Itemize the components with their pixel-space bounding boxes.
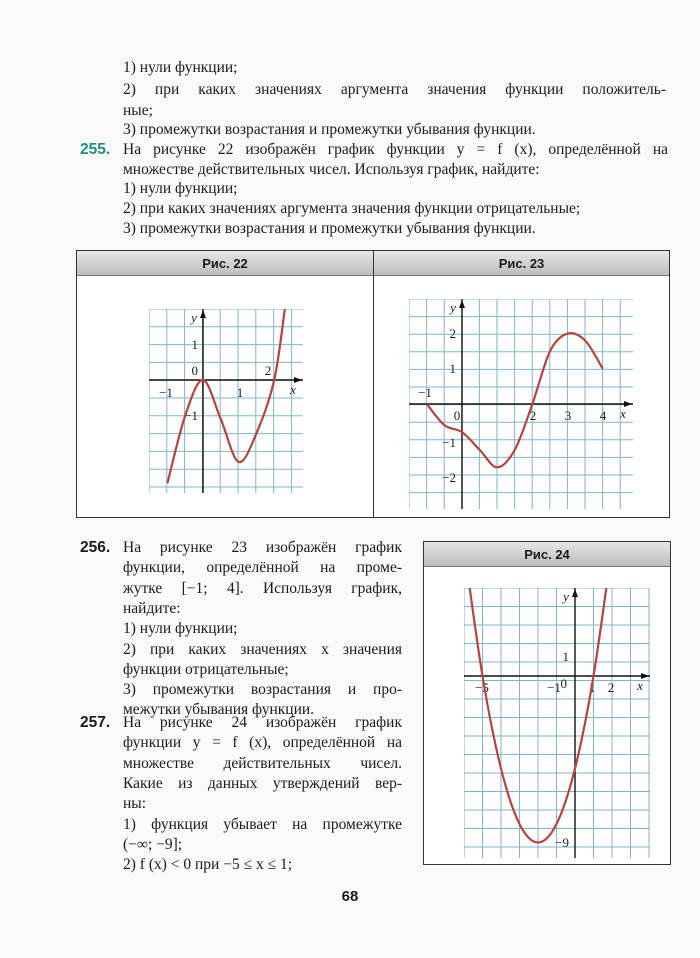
tick-label: −9 [555, 835, 569, 850]
problem-255-number: 255. [80, 141, 111, 158]
problem-256-line: жутке [−1; 4]. Используя график, [123, 579, 402, 597]
x-axis-label: x [290, 382, 296, 397]
problem-256-line: 3) промежутки возрастания и про- [123, 681, 402, 699]
y-axis-label: y [450, 300, 456, 315]
problem-255-item-1: 1) нули функции; [123, 180, 238, 197]
fig24-plot [464, 588, 650, 858]
tick-label: 1 [191, 337, 198, 352]
problem-256-line: функции, определённой на проме- [123, 559, 402, 577]
tick-label: 1 [236, 385, 244, 400]
problem-257-number: 257. [80, 714, 111, 731]
fig22-plot [149, 309, 303, 493]
tick-label: 2 [264, 363, 272, 378]
problem-257-line: Какие из данных утверждений вер- [123, 774, 402, 792]
tick-label: −1 [184, 408, 198, 423]
y-axis-arrow [200, 310, 206, 318]
problem-255-item-2: 2) при каких значениях аргумента значения функции отрицательные; [123, 200, 581, 217]
panel-divider [373, 251, 374, 517]
tick-label: −5 [475, 680, 489, 695]
x-axis-label: x [620, 406, 626, 421]
tick-label: 3 [564, 408, 572, 423]
problem-256-number: 256. [80, 539, 111, 556]
y-axis-label: y [563, 589, 569, 604]
problem-257-line: функции y = f (x), определённой на [123, 734, 402, 752]
tick-label: 2 [449, 326, 456, 341]
prev-list-item-2a: 2) при каких значениях аргумента значения функции положитель- [123, 81, 666, 98]
tick-label: −1 [418, 385, 432, 400]
problem-256-line: 1) нули функции; [123, 620, 238, 638]
tick-label: −2 [442, 470, 456, 485]
prev-list-item-3: 3) промежутки возрастания и промежутки убывания функции. [123, 121, 536, 138]
problem-256-line: найдите: [123, 599, 181, 617]
prev-list-item-2b: ные; [123, 102, 153, 119]
tick-label: −1 [159, 385, 173, 400]
page-number: 68 [341, 888, 359, 905]
fig22-caption: Рис. 22 [77, 251, 373, 276]
tick-label: −1 [442, 435, 456, 450]
problem-256-line: 2) при каких значениях x значения [123, 640, 402, 658]
y-axis-label: y [191, 310, 197, 325]
tick-label: 0 [453, 408, 461, 423]
fig23-caption: Рис. 23 [374, 251, 669, 276]
tick-label: 1 [588, 680, 596, 695]
prev-list-item-1: 1) нули функции; [123, 59, 238, 76]
problem-257-line: ны: [123, 795, 147, 813]
fig24-caption: Рис. 24 [424, 542, 670, 567]
problem-257-line: множестве действительных чисел. [123, 754, 402, 772]
tick-label: −1 [547, 680, 561, 695]
fig23-plot [409, 299, 633, 509]
problem-256-line: межутки убывания функции. [123, 701, 315, 719]
y-axis-arrow [459, 300, 465, 308]
tick-label: 2 [529, 408, 537, 423]
tick-label: 0 [191, 363, 198, 378]
problem-257-line: 2) f (x) < 0 при −5 ≤ x ≤ 1; [123, 856, 293, 874]
tick-label: 1 [562, 649, 569, 664]
problem-257-line: 1) функция убывает на промежутке [123, 815, 402, 833]
tick-label: 0 [560, 676, 567, 691]
problem-256-line: функции отрицательные; [123, 660, 289, 678]
problem-255-line-1: На рисунке 22 изображён график функции y = f (x), определённой на [123, 141, 668, 158]
problem-257-line: На рисунке 24 изображён график [123, 714, 402, 731]
y-axis-arrow [572, 589, 578, 597]
tick-label: 2 [607, 680, 615, 695]
problem-255-item-3: 3) промежутки возрастания и промежутки убывания функции. [123, 220, 536, 237]
figure-24-panel [423, 541, 671, 865]
problem-257-line: (−∞; −9]; [123, 835, 183, 853]
tick-label: 4 [599, 408, 607, 423]
problem-255-line-2: множестве действительных чисел. Используя график, найдите: [123, 161, 540, 178]
figures-22-23-panel [76, 250, 670, 518]
problem-256-line: На рисунке 23 изображён график [123, 539, 402, 556]
tick-label: 1 [449, 361, 456, 376]
x-axis-label: x [637, 678, 643, 693]
